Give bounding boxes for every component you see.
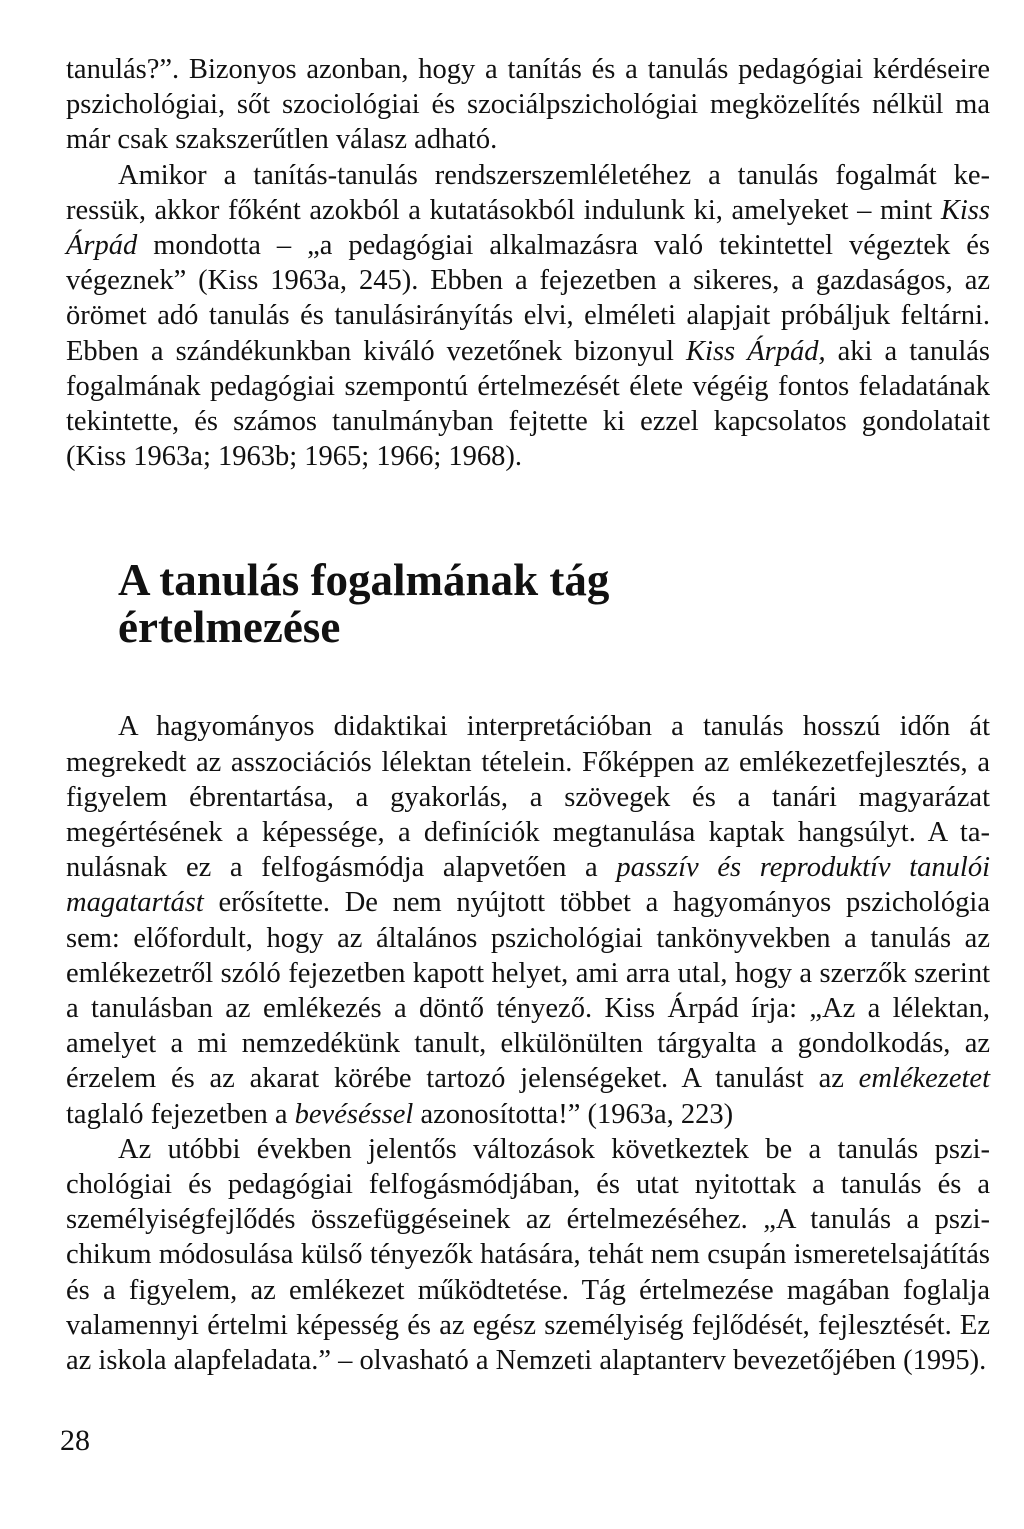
text-run: erősítette. De nem nyújtott többet a hagyományos pszichológia sem: előfordult, hogy az általános pszichológiai tankönyvekben a tanulás az emlékezetről szóló fejezetben kapott helyet, ami arra utal, hogy a szerzők szerint a tanulásban az emlékezés a döntő tényező. Kiss Árpád írja: „Az a lélektan, amelyet a mi nemzedékünk tanult, elkülönülten tárgyalta a gondolkodás, az érzelem és az akarat körébe tartozó jelenségeket. A tanulást az bbox=[66, 887, 990, 1095]
section-heading bbox=[118, 557, 738, 651]
italic-text-run: emlékezetet bbox=[858, 1063, 990, 1095]
italic-text-run: Kiss Árpád bbox=[66, 194, 990, 262]
paragraph-1 bbox=[66, 52, 990, 158]
text-run: aki a tanulás fogalmának pedagógiai szempontú értelmezését élete végéig fontos feladatának tekintette, és számos tanulmányban fejtette ki ezzel kapcsolatos gondolatait (Kiss 1963a; 1963b; 1965; 1966; 1968). bbox=[66, 335, 990, 473]
text-run: Az utóbbi években jelentős változások következtek be a tanulás pszichológiai és pedagógiai felfogásmódjában, és utat nyitottak a tanulás és a személyiségfejlődés összefüggéseinek az értelmezéséhez. „A tanulás a pszichikum módosulása külső tényezők hatására, tehát nem csupán ismeretelsajátítás és a figyelem, az emlékezet működtetése. Tág értelmezése magában foglalja valamennyi értelmi képesség és az egész személyiség fejlődését, fejlesztését. Ez az iskola alapfeladata.” – olvasható a Nemzeti alaptanterv bevezetőjében (1995). bbox=[66, 1133, 990, 1377]
text-run: A hagyományos didaktikai interpretációban a tanulás hosszú időn át megrekedt az asszociációs lélektan tételein. Főképpen az emlékezetfejlesztés, a figyelem ébrentartása, a gyakorlás, a szövegek és a tanári magyarázat megértésének a képessége, a definíciók megtanulása kaptak hangsúlyt. A tanulásnak ez a felfogásmódja alapvetően a bbox=[66, 711, 990, 884]
text-run: taglaló fejezetben a bbox=[66, 1098, 295, 1130]
paragraph-4 bbox=[66, 1132, 990, 1378]
paragraph-2 bbox=[66, 158, 990, 475]
italic-text-run: Kiss Árpád, bbox=[686, 335, 826, 367]
section-heading-line-2: értelmezése bbox=[118, 602, 341, 653]
section-heading-line-1: A tanulás fogalmának tág bbox=[118, 555, 610, 606]
text-run: azonosította!” (1963a, 223) bbox=[413, 1098, 734, 1130]
italic-text-run: passzív és reproduktív tanulói magatartást bbox=[66, 852, 990, 919]
page-number: 28 bbox=[60, 1424, 90, 1457]
text-run: mondotta – „a pedagógiai alkalmazásra való tekintettel végeztek és végeznek” (Kiss 1963a, 245). Ebben a fejezetben a sikeres, a gazdaságos, az örömet adó tanulás és tanulásirányítás elvi, elméleti alapjait próbáljuk feltárni. Ebben a szándékunkban kiváló vezetőnek bizonyul bbox=[66, 230, 990, 367]
text-run: tanulás?”. Bizonyos azonban, hogy a tanítás és a tanulás pedagógiai kérdéseire pszichológiai, sőt szociológiai és szociálpszichológiai megközelítés nélkül ma már csak szakszerűtlen válasz adható. bbox=[66, 54, 990, 156]
page-body bbox=[66, 52, 990, 1378]
text-run: Amikor a tanítás-tanulás rendszerszemléletéhez a tanulás fogalmát keressük, akkor főként azokból a kutatásokból indulunk ki, amelyeket – mint bbox=[66, 159, 990, 226]
italic-text-run: bevéséssel bbox=[294, 1098, 414, 1130]
paragraph-3 bbox=[66, 709, 990, 1131]
